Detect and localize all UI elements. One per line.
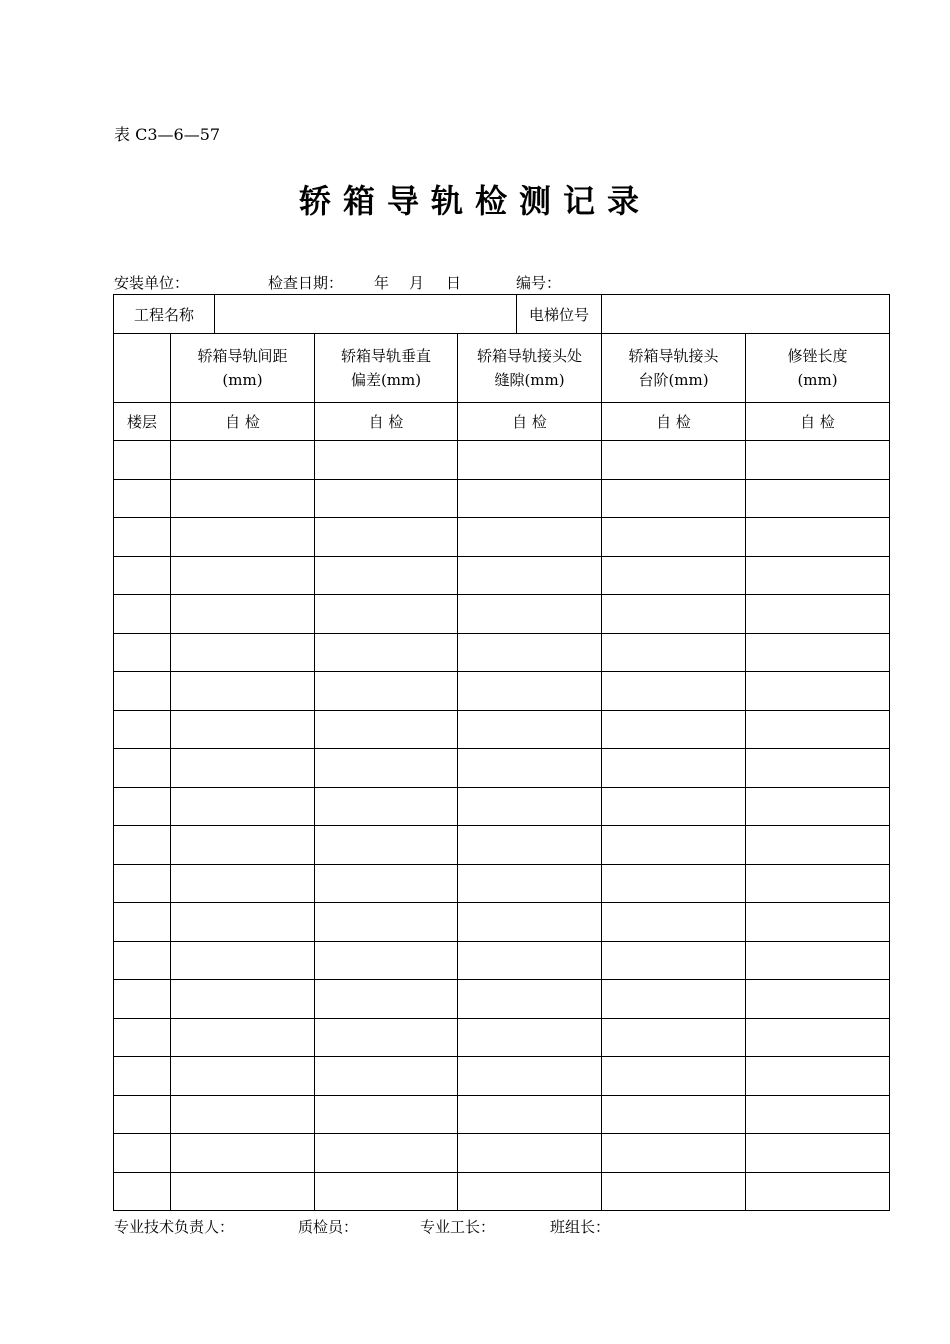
value-cell[interactable] — [458, 479, 602, 518]
floor-cell[interactable] — [114, 1018, 171, 1057]
install-unit-label: 安装单位： — [114, 274, 190, 292]
value-cell[interactable] — [315, 556, 458, 595]
column-header — [746, 334, 890, 403]
number-label: 编号： — [516, 274, 562, 292]
value-cell[interactable] — [171, 1057, 315, 1096]
value-cell[interactable] — [746, 595, 890, 634]
month-label: 月 — [409, 274, 425, 292]
value-cell[interactable] — [171, 749, 315, 788]
value-cell[interactable] — [746, 633, 890, 672]
value-cell[interactable] — [458, 749, 602, 788]
column-header-line2: 台阶(mm) — [638, 371, 709, 389]
value-cell[interactable] — [458, 941, 602, 980]
floor-cell[interactable] — [114, 1134, 171, 1173]
value-cell[interactable] — [315, 864, 458, 903]
table-row — [114, 710, 890, 749]
year-label: 年 — [374, 274, 390, 292]
value-cell[interactable] — [602, 710, 746, 749]
value-cell[interactable] — [602, 1095, 746, 1134]
inspector-signature: 质检员： — [298, 1218, 359, 1236]
tech-lead-signature: 专业技术负责人： — [114, 1218, 235, 1236]
table-row — [114, 595, 890, 634]
value-cell[interactable] — [458, 903, 602, 942]
column-header-line1: 轿箱导轨接头 — [628, 347, 719, 365]
floor-cell[interactable] — [114, 941, 171, 980]
value-cell[interactable] — [746, 1057, 890, 1096]
corner-cell — [114, 334, 171, 403]
table-row — [114, 441, 890, 480]
column-header-line1: 轿箱导轨间距 — [197, 347, 288, 365]
value-cell[interactable] — [458, 1172, 602, 1211]
value-cell[interactable] — [171, 826, 315, 865]
floor-cell[interactable] — [114, 826, 171, 865]
value-cell[interactable] — [602, 980, 746, 1019]
value-cell[interactable] — [458, 1057, 602, 1096]
value-cell[interactable] — [171, 903, 315, 942]
table-row — [114, 980, 890, 1019]
project-name-field[interactable] — [215, 295, 517, 334]
table-row — [114, 518, 890, 557]
value-cell[interactable] — [315, 749, 458, 788]
floor-cell[interactable] — [114, 1172, 171, 1211]
value-cell[interactable] — [171, 787, 315, 826]
self-check-label: 自 检 — [458, 403, 602, 441]
value-cell[interactable] — [602, 1018, 746, 1057]
column-header-line1: 轿箱导轨接头处 — [477, 347, 583, 365]
value-cell[interactable] — [602, 864, 746, 903]
value-cell[interactable] — [315, 1095, 458, 1134]
value-cell[interactable] — [746, 441, 890, 480]
floor-cell[interactable] — [114, 1057, 171, 1096]
value-cell[interactable] — [171, 864, 315, 903]
value-cell[interactable] — [458, 826, 602, 865]
value-cell[interactable] — [458, 980, 602, 1019]
table-row — [114, 749, 890, 788]
value-cell[interactable] — [458, 595, 602, 634]
floor-cell[interactable] — [114, 749, 171, 788]
value-cell[interactable] — [746, 787, 890, 826]
value-cell[interactable] — [171, 672, 315, 711]
value-cell[interactable] — [746, 980, 890, 1019]
value-cell[interactable] — [746, 749, 890, 788]
column-header-line2: (mm) — [797, 371, 838, 389]
value-cell[interactable] — [746, 864, 890, 903]
value-cell[interactable] — [458, 1095, 602, 1134]
floor-cell[interactable] — [114, 595, 171, 634]
floor-cell[interactable] — [114, 441, 171, 480]
floor-cell[interactable] — [114, 864, 171, 903]
table-row — [114, 1018, 890, 1057]
floor-cell[interactable] — [114, 903, 171, 942]
value-cell[interactable] — [458, 441, 602, 480]
value-cell[interactable] — [602, 595, 746, 634]
table-row — [114, 864, 890, 903]
value-cell[interactable] — [171, 479, 315, 518]
self-check-label: 自 检 — [602, 403, 746, 441]
self-check-label: 自 检 — [171, 403, 315, 441]
value-cell[interactable] — [458, 518, 602, 557]
value-cell[interactable] — [602, 672, 746, 711]
self-check-label: 自 检 — [746, 403, 890, 441]
value-cell[interactable] — [746, 1134, 890, 1173]
value-cell[interactable] — [458, 633, 602, 672]
floor-cell[interactable] — [114, 479, 171, 518]
table-row — [114, 672, 890, 711]
value-cell[interactable] — [171, 1134, 315, 1173]
value-cell[interactable] — [171, 941, 315, 980]
foreman-signature: 专业工长： — [420, 1218, 496, 1236]
value-cell[interactable] — [602, 479, 746, 518]
value-cell[interactable] — [315, 980, 458, 1019]
value-cell[interactable] — [171, 710, 315, 749]
value-cell[interactable] — [315, 441, 458, 480]
value-cell[interactable] — [171, 556, 315, 595]
table-row — [114, 941, 890, 980]
value-cell[interactable] — [171, 441, 315, 480]
value-cell[interactable] — [458, 787, 602, 826]
value-cell[interactable] — [602, 903, 746, 942]
table-row — [114, 903, 890, 942]
table-row — [114, 826, 890, 865]
team-leader-signature: 班组长： — [550, 1218, 611, 1236]
column-header — [602, 334, 746, 403]
floor-cell[interactable] — [114, 672, 171, 711]
table-row — [114, 479, 890, 518]
column-header — [315, 334, 458, 403]
column-header-line1: 轿箱导轨垂直 — [341, 347, 432, 365]
day-label: 日 — [446, 274, 462, 292]
value-cell[interactable] — [315, 595, 458, 634]
value-cell[interactable] — [746, 672, 890, 711]
value-cell[interactable] — [171, 980, 315, 1019]
value-cell[interactable] — [315, 826, 458, 865]
value-cell[interactable] — [315, 787, 458, 826]
value-cell[interactable] — [458, 864, 602, 903]
value-cell[interactable] — [746, 518, 890, 557]
table-row — [114, 1172, 890, 1211]
data-rows — [114, 441, 890, 1211]
value-cell[interactable] — [171, 633, 315, 672]
table-row — [114, 1095, 890, 1134]
value-cell[interactable] — [602, 556, 746, 595]
value-cell[interactable] — [602, 749, 746, 788]
table-row — [114, 556, 890, 595]
elevator-no-label: 电梯位号 — [517, 295, 602, 334]
value-cell[interactable] — [746, 903, 890, 942]
value-cell[interactable] — [602, 787, 746, 826]
value-cell[interactable] — [171, 1095, 315, 1134]
value-cell[interactable] — [171, 518, 315, 557]
value-cell[interactable] — [315, 672, 458, 711]
value-cell[interactable] — [458, 710, 602, 749]
table-row — [114, 1057, 890, 1096]
value-cell[interactable] — [602, 633, 746, 672]
value-cell[interactable] — [315, 518, 458, 557]
value-cell[interactable] — [602, 826, 746, 865]
inspect-date-label: 检查日期： — [268, 274, 344, 292]
record-table — [113, 294, 890, 1211]
floor-cell[interactable] — [114, 710, 171, 749]
floor-cell[interactable] — [114, 1095, 171, 1134]
value-cell[interactable] — [746, 826, 890, 865]
self-check-label: 自 检 — [315, 403, 458, 441]
page-title: 轿箱导轨检测记录 — [298, 182, 651, 220]
value-cell[interactable] — [746, 1095, 890, 1134]
value-cell[interactable] — [458, 672, 602, 711]
table-row — [114, 787, 890, 826]
value-cell[interactable] — [315, 903, 458, 942]
value-cell[interactable] — [746, 1172, 890, 1211]
floor-cell[interactable] — [114, 633, 171, 672]
table-row — [114, 633, 890, 672]
value-cell[interactable] — [458, 1018, 602, 1057]
column-header-line2: (mm) — [222, 371, 263, 389]
value-cell[interactable] — [602, 1057, 746, 1096]
floor-cell[interactable] — [114, 787, 171, 826]
value-cell[interactable] — [602, 441, 746, 480]
value-cell[interactable] — [458, 556, 602, 595]
value-cell[interactable] — [746, 710, 890, 749]
column-header — [458, 334, 602, 403]
value-cell[interactable] — [602, 1172, 746, 1211]
value-cell[interactable] — [315, 1134, 458, 1173]
value-cell[interactable] — [602, 941, 746, 980]
value-cell[interactable] — [171, 1018, 315, 1057]
column-header-line2: 偏差(mm) — [350, 371, 422, 389]
table-row — [114, 1134, 890, 1173]
value-cell[interactable] — [602, 1134, 746, 1173]
value-cell[interactable] — [315, 479, 458, 518]
value-cell[interactable] — [171, 1172, 315, 1211]
floor-cell[interactable] — [114, 518, 171, 557]
value-cell[interactable] — [171, 595, 315, 634]
value-cell[interactable] — [315, 1172, 458, 1211]
value-cell[interactable] — [746, 1018, 890, 1057]
elevator-no-field[interactable] — [602, 295, 890, 334]
floor-cell[interactable] — [114, 980, 171, 1019]
value-cell[interactable] — [458, 1134, 602, 1173]
value-cell[interactable] — [315, 941, 458, 980]
value-cell[interactable] — [315, 1018, 458, 1057]
floor-cell[interactable] — [114, 556, 171, 595]
value-cell[interactable] — [746, 941, 890, 980]
project-name-label: 工程名称 — [114, 295, 215, 334]
floor-label: 楼层 — [114, 403, 171, 441]
column-header-line1: 修锉长度 — [787, 347, 848, 365]
form-code: 表 C3—6—57 — [114, 125, 221, 144]
value-cell[interactable] — [746, 556, 890, 595]
value-cell[interactable] — [315, 710, 458, 749]
column-header-line2: 缝隙(mm) — [494, 371, 565, 389]
value-cell[interactable] — [602, 518, 746, 557]
value-cell[interactable] — [746, 479, 890, 518]
column-header — [171, 334, 315, 403]
value-cell[interactable] — [315, 633, 458, 672]
value-cell[interactable] — [315, 1057, 458, 1096]
